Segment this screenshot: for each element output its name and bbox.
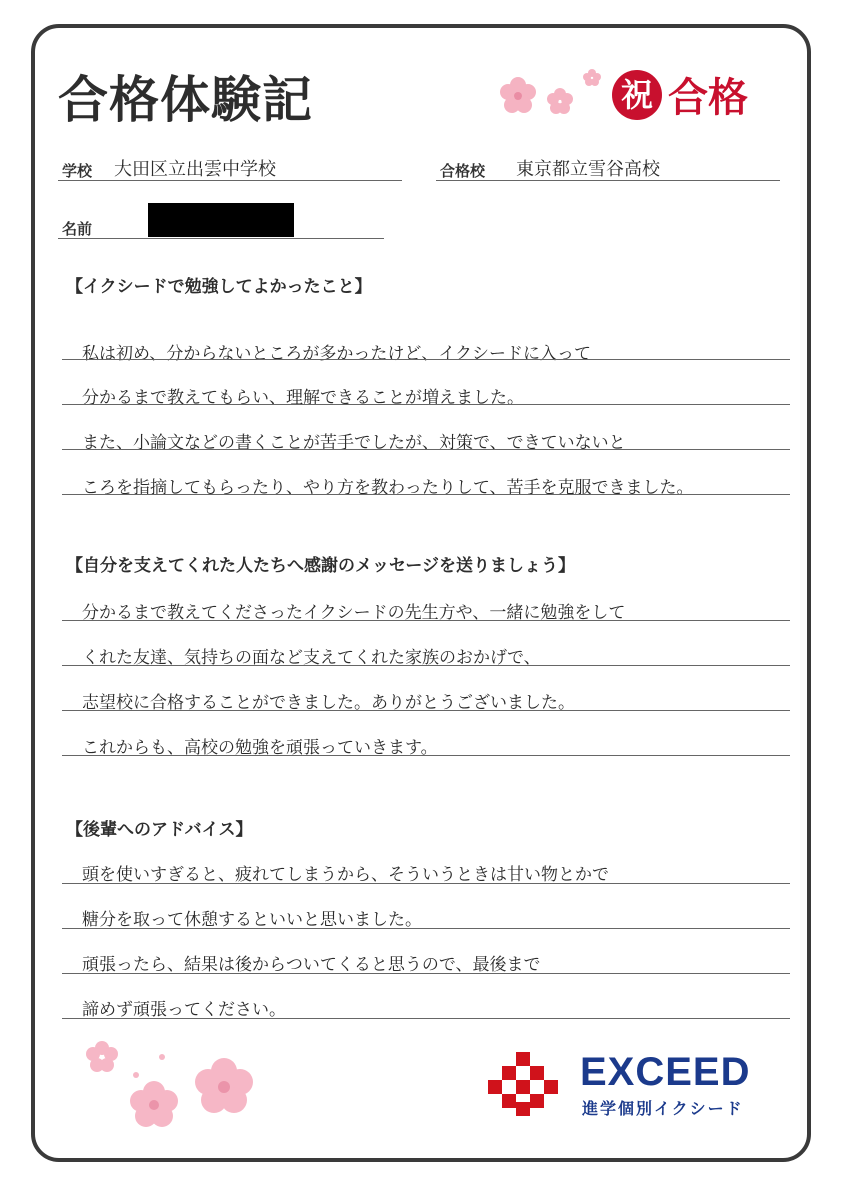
ruled-line — [62, 494, 790, 495]
redacted-name — [148, 203, 294, 237]
ruled-line — [62, 620, 790, 621]
answer-line: 諦めず頑張ってください。 — [82, 1000, 286, 1020]
answer-line: これからも、高校の勉強を頑張っていきます。 — [82, 738, 438, 758]
brand-name: EXCEED — [580, 1050, 751, 1094]
school-value: 大田区立出雲中学校 — [114, 159, 276, 180]
section-heading: 【イクシードで勉強してよかったこと】 — [66, 277, 372, 297]
answer-line: また、小論文などの書くことが苦手でしたが、対策で、できていないと — [82, 433, 626, 453]
ruled-line — [62, 449, 790, 450]
answer-line: 志望校に合格することができました。ありがとうございました。 — [82, 693, 575, 713]
answer-line: 分かるまで教えてくださったイクシードの先生方や、一緒に勉強をして — [82, 603, 626, 623]
ruled-line — [62, 755, 790, 756]
passed-school-value: 東京都立雪谷高校 — [516, 159, 660, 180]
answer-line: 頑張ったら、結果は後からついてくると思うので、最後まで — [82, 955, 541, 975]
red-cross-logo-icon — [488, 1052, 558, 1116]
section-heading: 【自分を支えてくれた人たちへ感謝のメッセージを送りましょう】 — [66, 556, 575, 576]
page-title: 合格体験記 — [58, 71, 313, 129]
cherry-blossom-icon — [490, 64, 610, 124]
ruled-line — [62, 928, 790, 929]
ruled-line — [62, 973, 790, 974]
answer-line: ころを指摘してもらったり、やり方を教わったりして、苦手を克服できました。 — [82, 478, 694, 498]
celebration-text: 合格 — [668, 75, 748, 121]
celebration-badge — [612, 66, 748, 123]
ruled-line — [62, 883, 790, 884]
answer-line: くれた友達、気持ちの面など支えてくれた家族のおかげで、 — [82, 648, 541, 668]
answer-line: 私は初め、分からないところが多かったけど、イクシードに入って — [82, 344, 591, 364]
divider — [436, 180, 780, 181]
exceed-brand — [488, 1048, 788, 1118]
ruled-line — [62, 665, 790, 666]
answer-line: 頭を使いすぎると、疲れてしまうから、そういうときは甘い物とかで — [82, 865, 609, 885]
ruled-line — [62, 710, 790, 711]
name-label: 名前 — [62, 220, 93, 238]
ruled-line — [62, 1018, 790, 1019]
brand-subtitle: 進学個別イクシード — [582, 1099, 744, 1118]
passed-school-label: 合格校 — [440, 162, 486, 180]
section-heading: 【後輩へのアドバイス】 — [66, 820, 253, 840]
card-frame — [31, 24, 811, 1162]
divider — [58, 180, 402, 181]
answer-line: 糖分を取って休憩するといいと思いました。 — [82, 910, 422, 930]
school-label: 学校 — [62, 162, 93, 180]
answer-line: 分かるまで教えてもらい、理解できることが増えました。 — [82, 388, 524, 408]
ruled-line — [62, 359, 790, 360]
celebration-mark: 祝 — [612, 70, 662, 120]
divider — [58, 238, 384, 239]
cherry-blossom-icon — [76, 1035, 276, 1135]
ruled-line — [62, 404, 790, 405]
